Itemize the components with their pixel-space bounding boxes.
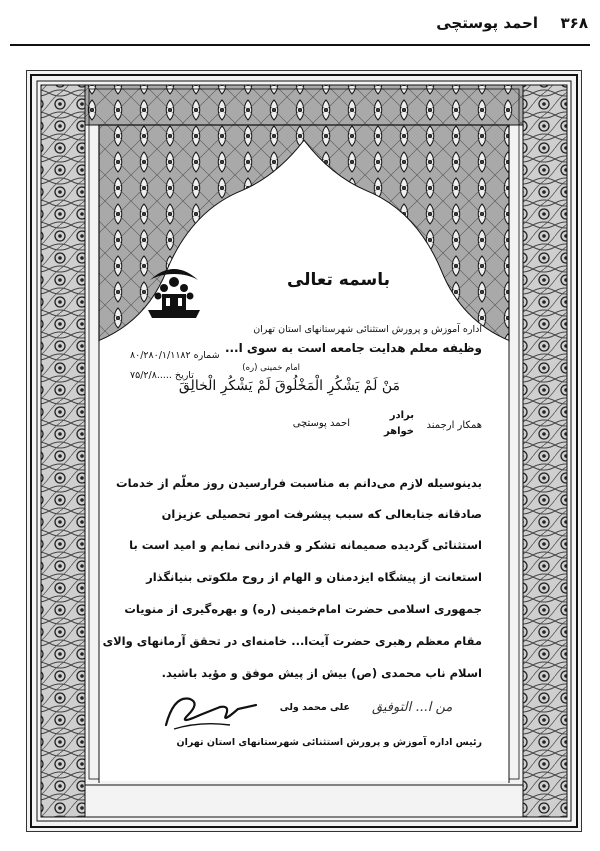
signer-name: علی محمد ولی [279, 702, 350, 713]
header-rule [10, 44, 590, 46]
salutation-sister: خواهر [383, 426, 414, 437]
handwritten-signature [160, 685, 260, 733]
page-header-title: احمد پوستچی [436, 14, 538, 32]
body-line: اسلام ناب محمدی (ص) بیش از پیش موفق و مؤید باشید. [161, 666, 482, 680]
body-line: صادقانه جنابعالی که سبب پیشرفت امور تحصیلی عزیزان [161, 507, 482, 521]
letter-number: شماره ۸۰/۲۸۰/۱/۱۱۸۲ [130, 350, 220, 361]
letter-date: تاریخ .....۷۵/۲/۸ [130, 370, 194, 381]
floral-border-ornament [27, 71, 581, 831]
ministry-emblem-icon [140, 260, 208, 322]
handwritten-closing: من ا... التوفیق [372, 700, 453, 715]
basmala-heading: باسمه تعالی [286, 270, 390, 290]
page-number: ۳۶۸ [560, 14, 588, 32]
body-line: استعانت از پیشگاه ایزدمنان و الهام از روح ملکوتی بنیانگذار [146, 570, 482, 584]
certificate-frame [26, 70, 582, 832]
page-header [0, 0, 600, 50]
body-line: استثنائی گردیده صمیمانه تشکر و قدردانی نمایم و امید است با [129, 538, 482, 552]
org-header: اداره آموزش و پرورش استثنائی شهرستانهای استان تهران [253, 324, 482, 335]
hadith-quote: مَنْ لَمْ يَشْكُرِ الْمَخْلُوقَ لَمْ يَشْكُرِ الْخالِقَ [178, 378, 400, 394]
salutation-brother: برادر [389, 410, 414, 421]
body-line: مقام معظم رهبری حضرت آیت‌ا... خامنه‌ای در تحقق آرمانهای والای [102, 634, 482, 648]
body-line: جمهوری اسلامی حضرت امام‌خمینی (ره) و بهره‌گیری از منویات [124, 602, 482, 616]
quote-attribution: امام خمینی (ره) [242, 363, 300, 373]
recipient-name: احمد پوستچی [292, 418, 350, 429]
motto-line: وظیفه معلم هدایت جامعه است به سوی ا... [224, 341, 482, 355]
salutation-label: همکار ارجمند [426, 420, 482, 431]
body-line: بدینوسیله لازم می‌دانم به مناسبت فرارسیدن روز معلّم از خدمات [116, 476, 482, 490]
signer-title: رئیس اداره آموزش و پرورش استثنائی شهرستانهای استان تهران [176, 737, 482, 748]
